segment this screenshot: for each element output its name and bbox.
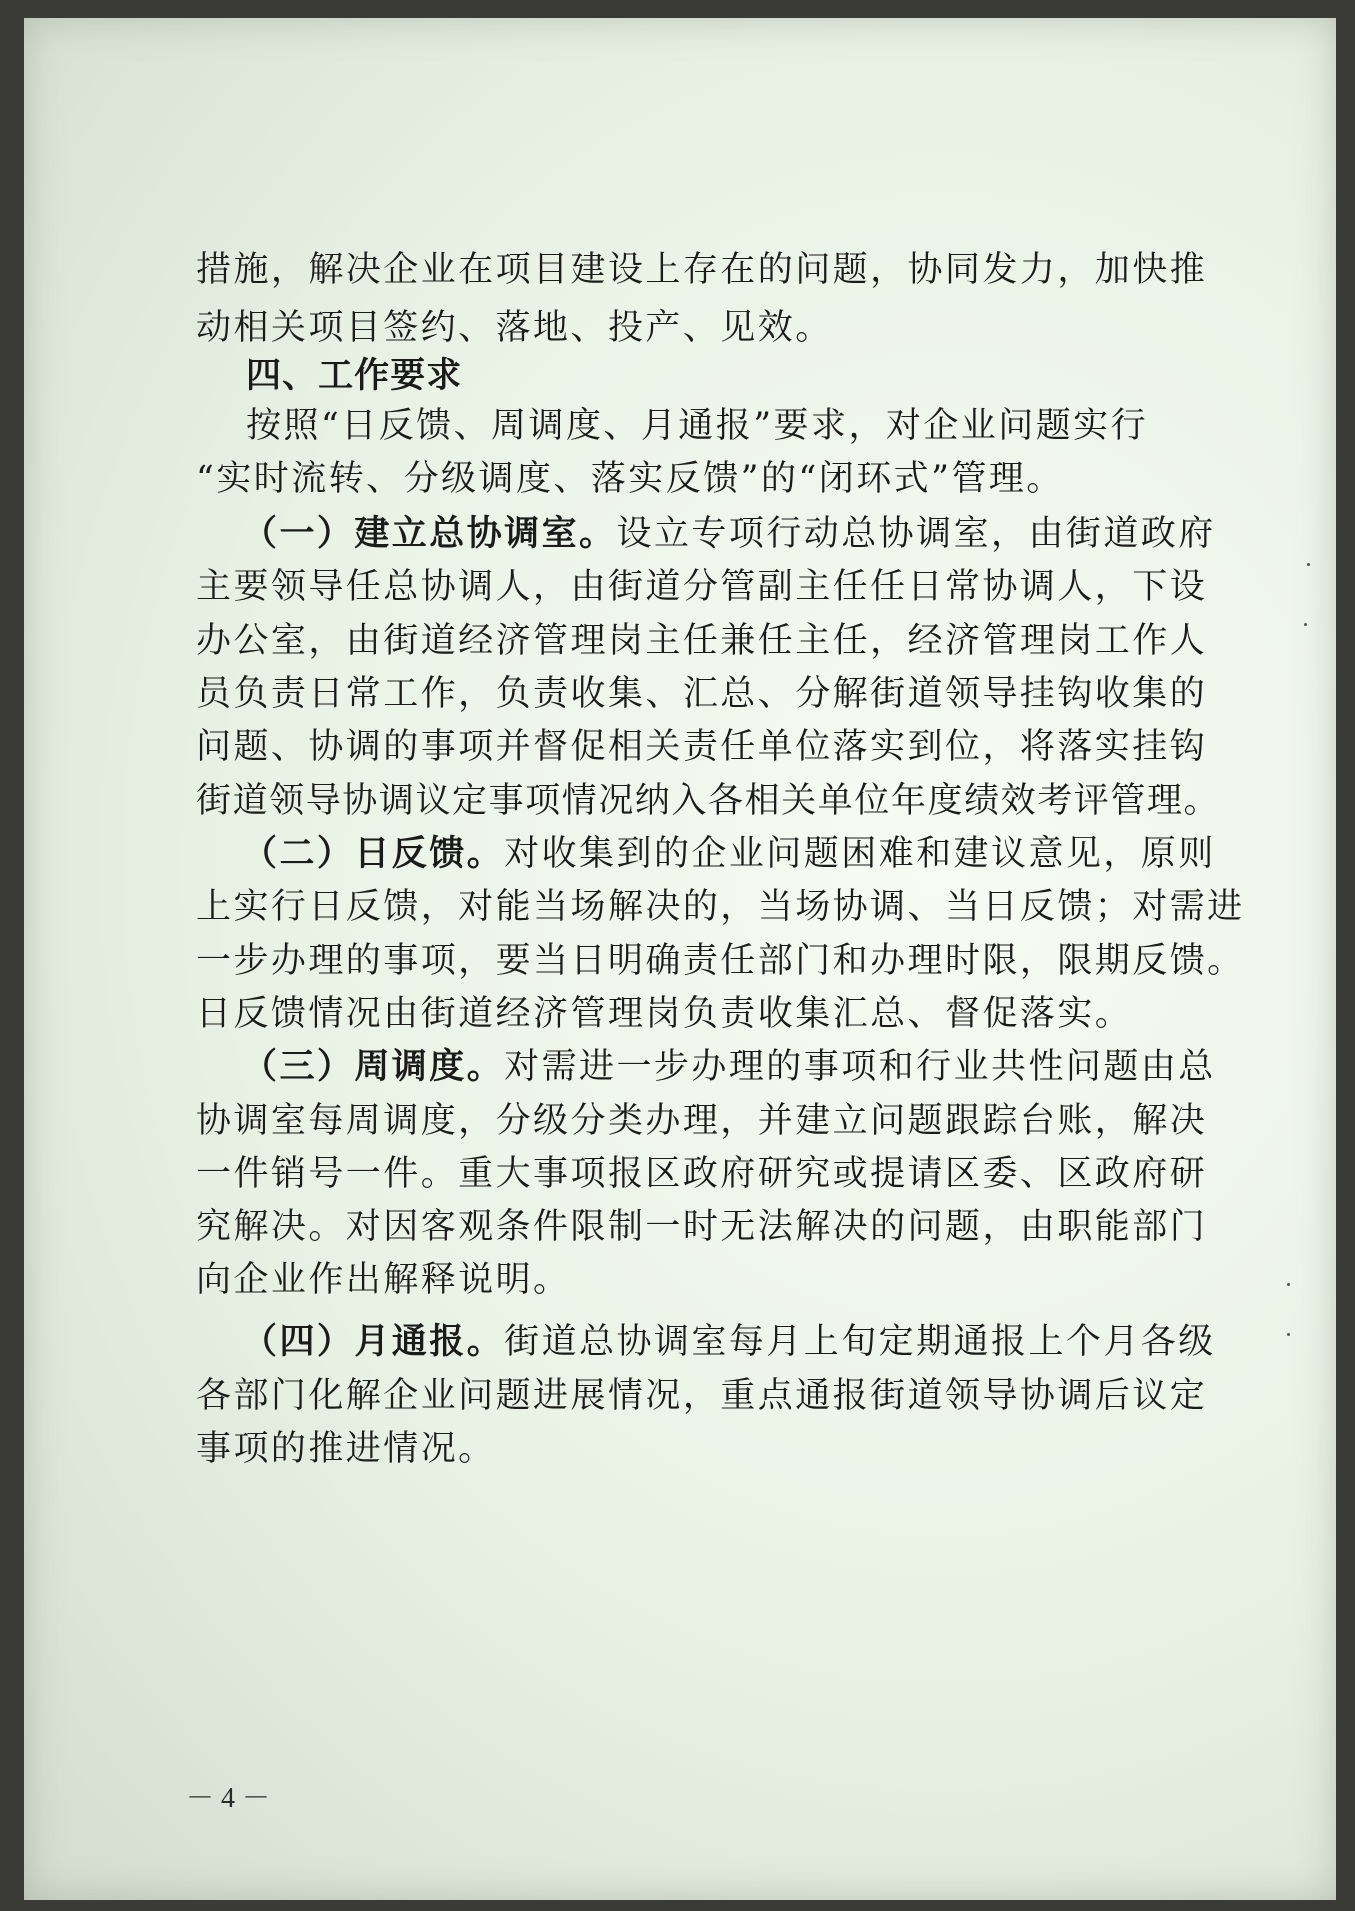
paragraph-line: [242, 510, 1216, 558]
line-text: 各部门化解企业问题进展情况，重点通报街道领导协调后议定: [196, 1376, 1208, 1416]
paragraph-line: [196, 883, 1245, 931]
line-text: “实时流转、分级调度、落实反馈”的“闭环式”管理。: [196, 459, 1064, 499]
paragraph-line: [196, 617, 1207, 665]
paragraph-line: [196, 304, 833, 352]
paragraph-line: [242, 830, 1216, 878]
scan-speck: [1287, 1333, 1290, 1336]
line-text: 日反馈情况由街道经济管理岗负责收集汇总、督促落实。: [196, 994, 1133, 1034]
paragraph-line: [196, 246, 1207, 294]
line-text: 一步办理的事项，要当日明确责任部门和办理时限，限期反馈。: [196, 941, 1245, 981]
paragraph-line: [242, 1043, 1216, 1091]
line-text: 街道总协调室每月上旬定期通报上个月各级: [504, 1322, 1216, 1362]
line-text: 街道领导协调议定事项情况纳入各相关单位年度绩效考评管理。: [196, 781, 1221, 821]
line-text: 主要领导任总协调人，由街道分管副主任任日常协调人，下设: [196, 567, 1208, 607]
paragraph-line: [246, 402, 1148, 450]
heading-text: 四、工作要求: [246, 355, 463, 396]
line-text: 事项的推进情况。: [196, 1429, 496, 1469]
paragraph-line: [196, 1097, 1207, 1145]
scan-speck: [1287, 1283, 1290, 1286]
subheading-lead: （二）日反馈。: [242, 833, 505, 874]
line-text: 一件销号一件。重大事项报区政府研究或提请区委、区政府研: [196, 1154, 1208, 1194]
line-text: 按照“日反馈、周调度、月通报”要求，对企业问题实行: [246, 406, 1149, 446]
line-text: 问题、协调的事项并督促相关责任单位落实到位，将落实挂钩: [196, 727, 1208, 767]
line-text: 对需进一步办理的事项和行业共性问题由总: [504, 1047, 1216, 1087]
paragraph-line: [196, 723, 1207, 771]
document-page: [24, 18, 1336, 1900]
page-number: － 4 －: [186, 1783, 271, 1814]
paragraph-line: [196, 563, 1207, 611]
paragraph-line: [196, 670, 1207, 718]
scan-speck: [1307, 563, 1310, 566]
subheading-lead: （一）建立总协调室。: [242, 513, 617, 554]
line-text: 设立专项行动总协调室，由街道政府: [616, 514, 1216, 554]
scan-speck: [1304, 623, 1307, 626]
paragraph-line: [196, 1150, 1207, 1198]
section-heading: [246, 352, 462, 400]
line-text: 对收集到的企业问题困难和建议意见，原则: [504, 834, 1216, 874]
paragraph-line: [196, 937, 1245, 985]
line-text: 究解决。对因客观条件限制一时无法解决的问题，由职能部门: [196, 1207, 1208, 1247]
subheading-lead: （三）周调度。: [242, 1046, 505, 1087]
line-text: 向企业作出解释说明。: [196, 1260, 571, 1300]
line-text: 上实行日反馈，对能当场解决的，当场协调、当日反馈；对需进: [196, 887, 1245, 927]
paragraph-line: [196, 777, 1220, 825]
paragraph-line: [196, 1372, 1207, 1420]
line-text: 动相关项目签约、落地、投产、见效。: [196, 308, 833, 348]
paragraph-line: [196, 1203, 1207, 1251]
line-text: 办公室，由街道经济管理岗主任兼任主任，经济管理岗工作人: [196, 621, 1208, 661]
paragraph-line: [196, 455, 1064, 503]
line-text: 协调室每周调度，分级分类办理，并建立问题跟踪台账，解决: [196, 1101, 1208, 1141]
paragraph-line: [196, 1256, 571, 1304]
line-text: 员负责日常工作，负责收集、汇总、分解街道领导挂钩收集的: [196, 674, 1208, 714]
paragraph-line: [196, 990, 1132, 1038]
line-text: 措施，解决企业在项目建设上存在的问题，协同发力，加快推: [196, 250, 1208, 290]
paragraph-line: [196, 1425, 496, 1473]
subheading-lead: （四）月通报。: [242, 1321, 505, 1362]
paragraph-line: [242, 1318, 1216, 1366]
